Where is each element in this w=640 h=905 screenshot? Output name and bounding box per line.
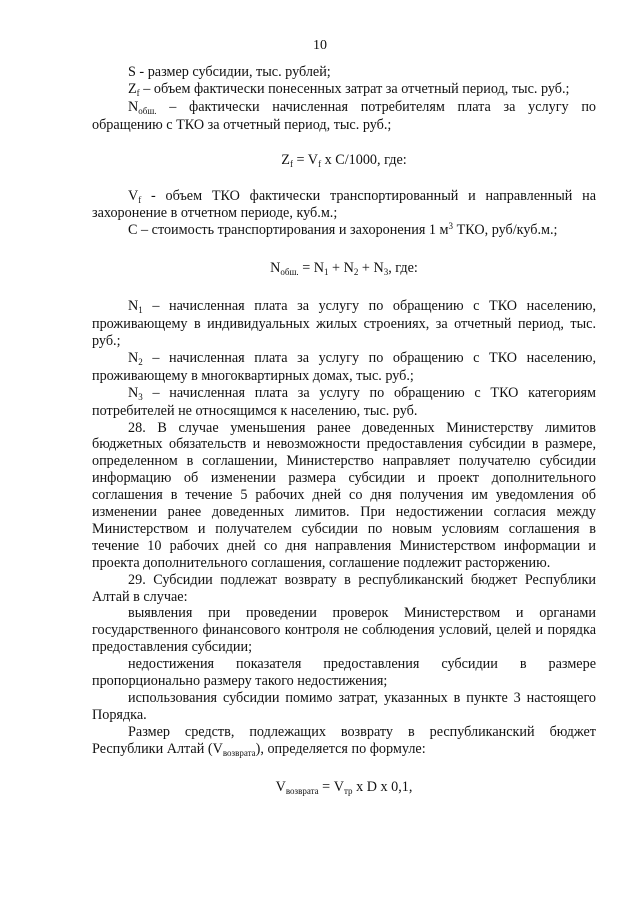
definition-n2: $N_2$ – начисленная плата за услугу по обращению с ТКО населению, проживающему в многоквартирных домах, тыс. руб.; [92, 349, 596, 384]
paragraph-refund-size: Размер средств, подлежащих возврату в республиканский бюджет Республики Алтай $(V_{возврата})$, определяется по формуле: [92, 723, 596, 758]
document-body [92, 64, 596, 817]
formula-n: $N_{обш.} = N_1 + N_2 + N_3$, где: [270, 260, 418, 278]
page-number: 10 [313, 38, 327, 53]
formula-z: $Z_f = V_f$ x C/1000, где: [281, 151, 407, 169]
definition-nobsh: $N_{обш.}$ – фактически начисленная потребителям плата за услугу по обращению с ТКО за отчетный период, тыс. руб.; [92, 98, 596, 133]
paragraph-29-item-a: выявления при проведении проверок Министерством и органами государственного финансового контроля не соблюдения условий, целей и порядка предоставления субсидии; [92, 605, 596, 656]
paragraph-29-item-c: использования субсидии помимо затрат, указанных в пункте 3 настоящего Порядка. [92, 690, 596, 723]
formula-v: $V_{возврата} = V_{тр}$ x D x 0,1, [275, 778, 413, 796]
paragraph-29-item-b: недостижения показателя предоставления субсидии в размере пропорционально размеру такого недостижения; [92, 656, 596, 690]
definition-n3: $N_3$ – начисленная плата за услугу по обращению с ТКО категориям потребителей не относящимся к населению, тыс. руб. [92, 384, 596, 419]
definition-c: C – стоимость транспортирования и захоронения 1 $м^3$ ТКО, руб/куб.м.; [128, 221, 558, 239]
paragraph-28: 28. В случае уменьшения ранее доведенных Министерству лимитов бюджетных обязательств и невозможности предоставления субсидии в размере, определенном в соглашении, Министерство направляет получателю субсидии информацию об изменении размера субсидии и проект дополнительного соглашения в течение 5 рабочих дней со дня получения им уведомления об изменении ранее доведенных лимитов. При недостижении согласия между Министерством и получателем субсидии по новым условиям соглашения в течение 10 рабочих дней со дня направления Министерством информации и проекта дополнительного соглашения, соглашение подлежит расторжению. [92, 419, 596, 571]
definition-n1: $N_1$ – начисленная плата за услугу по обращению с ТКО населению, проживающему в индивидуальных жилых строениях, за отчетный период, тыс. руб.; [92, 298, 596, 349]
definition-s: S - размер субсидии, тыс. рублей; [128, 64, 331, 80]
definition-zf: $Z_f$ – объем фактически понесенных затрат за отчетный период, тыс. руб.; [128, 80, 570, 98]
paragraph-29: 29. Субсидии подлежат возврату в республиканский бюджет Республики Алтай в случае: [92, 571, 596, 605]
definition-vf: $V_f$ - объем ТКО фактически транспортированный и направленный на захоронение в отчетном периоде, куб.м.; [92, 187, 596, 222]
